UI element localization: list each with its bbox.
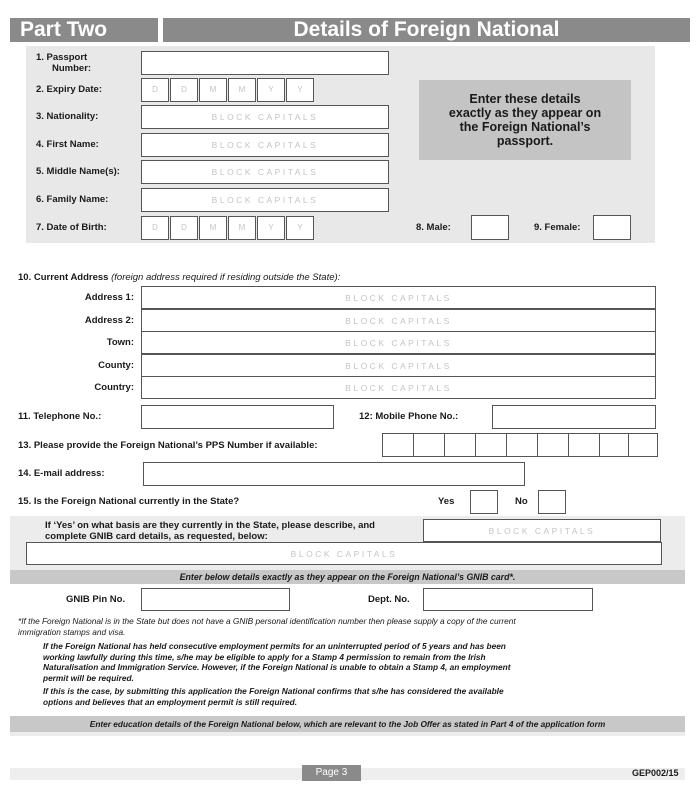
nationality-label: 3. Nationality: <box>36 111 99 122</box>
date-of-birth-label: 7. Date of Birth: <box>36 222 107 233</box>
female-checkbox[interactable] <box>593 215 631 240</box>
basis-short-placeholder: BLOCK CAPITALS <box>488 526 596 536</box>
stamp4-note <box>43 641 511 683</box>
first-name-field[interactable] <box>141 133 389 157</box>
stamp4-note-line-3: Naturalisation and Immigration Service. However, if the Foreign National is unable to obtain a Stamp 4, an employment <box>43 662 511 672</box>
address-1-field[interactable] <box>141 286 656 309</box>
expiry-day-2[interactable]: D <box>170 78 198 102</box>
basis-field-short[interactable] <box>423 519 661 542</box>
dept-no-field[interactable] <box>423 588 593 611</box>
gnib-banner-text: Enter below details exactly as they appear on the Foreign National’s GNIB card*. <box>179 572 516 582</box>
gnib-banner <box>10 570 685 584</box>
education-area <box>10 732 685 736</box>
county-label: County: <box>98 360 134 371</box>
callout-line-4: passport. <box>496 134 554 148</box>
pps-digit-1[interactable] <box>382 433 414 457</box>
dob-year-2[interactable]: Y <box>286 216 314 240</box>
page-title: Details of Foreign National <box>293 18 560 41</box>
pps-digit-7[interactable] <box>568 433 600 457</box>
expiry-month-2[interactable]: M <box>228 78 256 102</box>
in-state-question: 15. Is the Foreign National currently in the State? <box>18 496 240 507</box>
country-placeholder: BLOCK CAPITALS <box>345 383 452 393</box>
callout-line-3: the Foreign National’s <box>459 120 591 134</box>
gnib-pin-label: GNIB Pin No. <box>66 594 126 605</box>
no-checkbox[interactable] <box>538 490 566 514</box>
passport-number-field[interactable] <box>141 51 389 75</box>
middle-names-field[interactable] <box>141 160 389 184</box>
dob-month-1[interactable]: M <box>199 216 227 240</box>
address-2-field[interactable] <box>141 309 656 332</box>
dob-day-1[interactable]: D <box>141 216 169 240</box>
passport-number-label-2: Number: <box>52 63 92 74</box>
gnib-footnote-line-2: immigration stamps and visa. <box>18 626 126 637</box>
town-label: Town: <box>106 337 134 348</box>
telephone-label: 11. Telephone No.: <box>18 411 102 422</box>
expiry-year-2[interactable]: Y <box>286 78 314 102</box>
pps-digit-9[interactable] <box>628 433 658 457</box>
male-label: 8. Male: <box>416 222 451 233</box>
expiry-day-1[interactable]: D <box>141 78 169 102</box>
first-name-placeholder: BLOCK CAPITALS <box>211 140 319 150</box>
callout-line-2: exactly as they appear on <box>448 106 602 120</box>
yes-label: Yes <box>438 496 455 507</box>
address-1-label: Address 1: <box>84 292 134 303</box>
education-banner <box>10 716 685 732</box>
country-field[interactable] <box>141 376 656 399</box>
dob-year-1[interactable]: Y <box>257 216 285 240</box>
country-label: Country: <box>94 382 134 393</box>
stamp4-note-line-1: If the Foreign National has held consecutive employment permits for an uninterrupted period of 5 years and has been <box>43 641 506 651</box>
no-label: No <box>515 496 528 507</box>
pps-digit-5[interactable] <box>506 433 538 457</box>
family-name-label: 6. Family Name: <box>36 194 109 205</box>
town-placeholder: BLOCK CAPITALS <box>345 338 452 348</box>
family-name-placeholder: BLOCK CAPITALS <box>211 195 319 205</box>
passport-number-label-1: 1. Passport <box>36 52 88 63</box>
page-number-badge <box>302 765 361 781</box>
basis-question-line-1: If ‘Yes’ on what basis are they currently in the State, please describe, and <box>45 520 375 531</box>
middle-names-placeholder: BLOCK CAPITALS <box>211 167 319 177</box>
mobile-field[interactable] <box>492 405 656 429</box>
expiry-date-label: 2. Expiry Date: <box>36 84 102 95</box>
pps-digit-3[interactable] <box>444 433 476 457</box>
current-address-heading <box>18 272 340 284</box>
current-address-heading-bold: 10. Current Address <box>18 272 109 283</box>
confirmation-note-line-2: options and believes that an employment permit is still required. <box>43 696 298 707</box>
page-number: Page 3 <box>315 767 348 778</box>
first-name-label: 4. First Name: <box>36 139 99 150</box>
yes-checkbox[interactable] <box>470 490 498 514</box>
county-placeholder: BLOCK CAPITALS <box>345 361 452 371</box>
address-2-label: Address 2: <box>84 315 134 326</box>
callout-line-1: Enter these details <box>469 92 581 106</box>
pps-label: 13. Please provide the Foreign National’s PPS Number if available: <box>18 440 318 451</box>
middle-names-label: 5. Middle Name(s): <box>36 166 120 177</box>
pps-digit-2[interactable] <box>413 433 445 457</box>
confirmation-note-line-1: If this is the case, by submitting this application the Foreign National confirms that s/he has considered the available <box>43 686 504 696</box>
male-checkbox[interactable] <box>471 215 509 240</box>
county-field[interactable] <box>141 354 656 377</box>
gnib-footnote-line-1: *If the Foreign National is in the State but does not have a GNIB personal identification number then please supply a copy of the current <box>18 616 516 626</box>
pps-digit-8[interactable] <box>599 433 631 457</box>
address-2-placeholder: BLOCK CAPITALS <box>345 316 452 326</box>
passport-instructions-callout <box>419 80 631 160</box>
basis-field-long[interactable] <box>26 542 662 565</box>
nationality-placeholder: BLOCK CAPITALS <box>211 112 319 122</box>
dob-month-2[interactable]: M <box>228 216 256 240</box>
pps-digit-6[interactable] <box>537 433 569 457</box>
education-banner-text: Enter education details of the Foreign National below, which are relevant to the Job Offer as stated in Part 4 of the application form <box>89 719 606 729</box>
address-1-placeholder: BLOCK CAPITALS <box>345 293 452 303</box>
header-title-banner <box>163 18 690 42</box>
basis-long-placeholder: BLOCK CAPITALS <box>290 549 398 559</box>
expiry-year-1[interactable]: Y <box>257 78 285 102</box>
gnib-pin-field[interactable] <box>141 588 290 611</box>
stamp4-note-line-4: permit will be required. <box>43 672 134 683</box>
basis-question-line-2: complete GNIB card details, as requested, below: <box>45 531 268 542</box>
female-label: 9. Female: <box>534 222 581 233</box>
confirmation-note <box>43 686 504 707</box>
town-field[interactable] <box>141 331 656 354</box>
current-address-heading-note: (foreign address required if residing outside the State): <box>108 272 341 283</box>
email-field[interactable] <box>143 462 525 486</box>
dept-no-label: Dept. No. <box>368 594 410 605</box>
email-label: 14. E-mail address: <box>18 468 105 479</box>
header-part-banner <box>10 18 158 42</box>
telephone-field[interactable] <box>141 405 334 429</box>
family-name-field[interactable] <box>141 188 389 212</box>
form-code: GEP002/15 <box>632 768 679 778</box>
part-label: Part Two <box>20 18 108 41</box>
gnib-footnote <box>18 616 516 637</box>
dob-day-2[interactable]: D <box>170 216 198 240</box>
mobile-label: 12: Mobile Phone No.: <box>359 411 459 422</box>
pps-digit-4[interactable] <box>475 433 507 457</box>
stamp4-note-line-2: working lawfully during this time, s/he may be eligible to apply for a Stamp 4 permission to remain from the Irish <box>43 651 486 662</box>
nationality-field[interactable] <box>141 105 389 129</box>
expiry-month-1[interactable]: M <box>199 78 227 102</box>
